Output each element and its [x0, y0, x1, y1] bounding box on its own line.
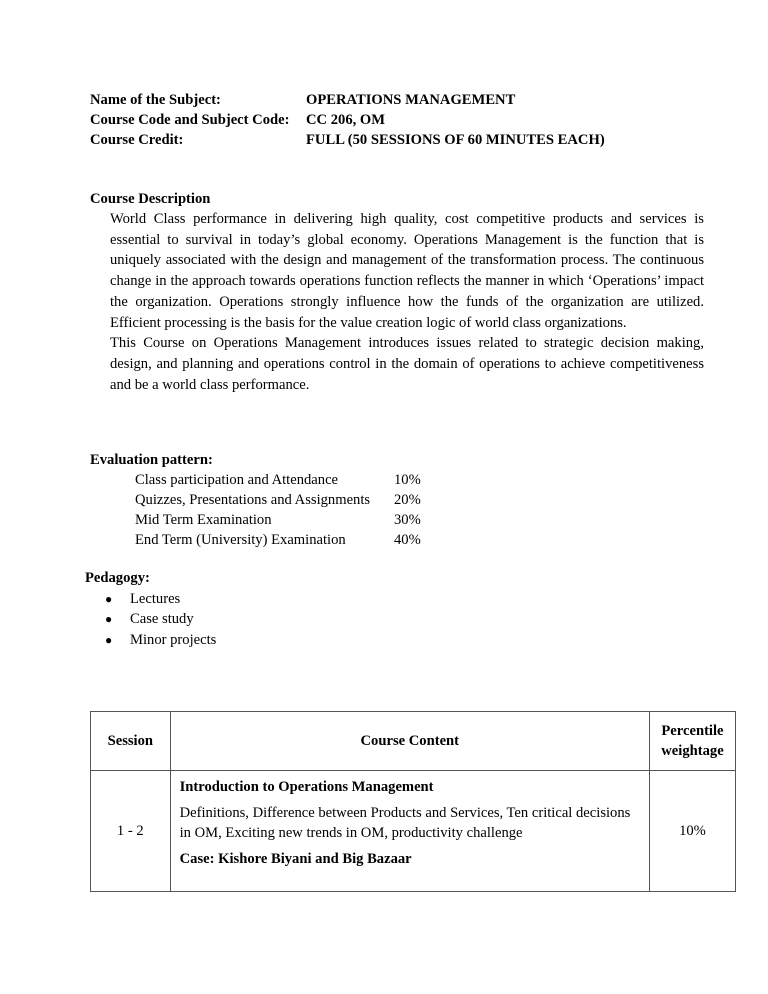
header-percentile-weightage — [649, 712, 735, 771]
evaluation-item-value: 30% — [394, 512, 421, 528]
course-description-body — [110, 209, 704, 395]
evaluation-item-label: Quizzes, Presentations and Assignments — [135, 492, 371, 508]
bullet-icon: ● — [105, 633, 113, 647]
header-weight-line-2: weightage — [661, 743, 724, 759]
weight-cell: 10% — [649, 771, 735, 892]
course-code-row — [90, 110, 385, 130]
evaluation-item-value: 20% — [394, 492, 421, 508]
header-weight-line-1: Percentile — [661, 723, 724, 739]
bullet-icon: ● — [105, 592, 113, 606]
bullet-icon: ● — [105, 612, 113, 626]
evaluation-item-label: Mid Term Examination — [135, 512, 272, 528]
course-code-label: Course Code and Subject Code: — [90, 112, 290, 128]
table-header-row — [91, 712, 736, 771]
evaluation-item-value: 40% — [394, 532, 421, 548]
subject-name-value: OPERATIONS MANAGEMENT — [306, 92, 516, 108]
topic-title: Introduction to Operations Management — [179, 779, 434, 795]
pedagogy-item-label: Minor projects — [130, 632, 217, 648]
subject-name-row — [90, 90, 515, 110]
evaluation-item — [135, 470, 421, 490]
description-paragraph-1: World Class performance in delivering high quality, cost competitive products and services is essential to survival in today’s global economy. Operations Management is the function that is uniquely associated with the design and management of the transformation process. The continuous change in the approach towards operations function reflects the manner in which ‘Operations’ impact the organization. Operations strongly influence how the funds of the organization are utilized. Efficient processing is the basis for the value creation logic of world class organizations. — [110, 211, 704, 331]
description-paragraph-2: This Course on Operations Management introduces issues related to strategic decision making, design, and planning and operations control in the domain of operations to achieve competitiveness and be a world class performance. — [110, 335, 704, 393]
evaluation-heading: Evaluation pattern: — [90, 452, 213, 468]
subject-name-label: Name of the Subject: — [90, 92, 221, 108]
evaluation-item-label: Class participation and Attendance — [135, 472, 339, 488]
pedagogy-item-label: Lectures — [130, 591, 181, 607]
header-course-content: Course Content — [170, 712, 649, 771]
topic-details: Definitions, Difference between Products and Services, Ten critical decisions in OM, Exciting new trends in OM, productivity challenge — [179, 805, 631, 841]
course-credit-value: FULL (50 SESSIONS OF 60 MINUTES EACH) — [306, 132, 605, 148]
session-cell: 1 - 2 — [91, 771, 171, 892]
course-credit-label: Course Credit: — [90, 132, 184, 148]
evaluation-item-value: 10% — [394, 472, 421, 488]
course-description-heading: Course Description — [90, 191, 211, 207]
course-content-table — [90, 711, 736, 892]
evaluation-item — [135, 490, 421, 510]
course-code-value: CC 206, OM — [306, 112, 386, 128]
pedagogy-item-label: Case study — [130, 611, 194, 627]
content-cell — [170, 771, 649, 892]
course-credit-row — [90, 130, 605, 150]
pedagogy-list-item — [105, 609, 194, 629]
pedagogy-heading: Pedagogy: — [85, 570, 150, 586]
case-study-title: Case: Kishore Biyani and Big Bazaar — [179, 851, 412, 867]
evaluation-item — [135, 510, 421, 530]
header-session: Session — [91, 712, 171, 771]
evaluation-item — [135, 530, 421, 550]
pedagogy-list-item — [105, 630, 216, 650]
table-row — [91, 771, 736, 892]
pedagogy-list-item — [105, 589, 180, 609]
evaluation-item-label: End Term (University) Examination — [135, 532, 346, 548]
